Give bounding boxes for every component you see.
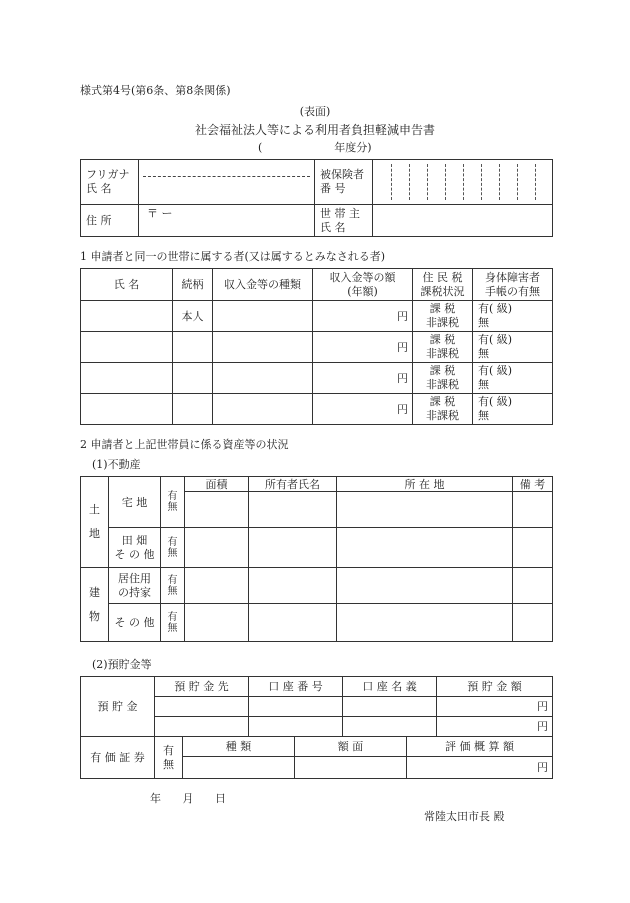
table-row	[81, 363, 553, 394]
householder-label-cell	[315, 205, 373, 237]
col-name: 氏 名	[81, 269, 173, 301]
farmland-label-2: そ の 他	[114, 547, 155, 561]
securities-kind-field[interactable]	[183, 757, 295, 779]
area-field[interactable]	[185, 604, 249, 642]
col-disability	[473, 269, 553, 301]
householder-label: 世 帯 主	[320, 206, 360, 220]
location-field[interactable]	[337, 604, 513, 642]
table-row	[81, 604, 553, 642]
own-home-label	[109, 568, 161, 604]
farmland-label	[109, 528, 161, 568]
tax-option-taxed[interactable]: 課 税	[429, 333, 456, 346]
account-no-field[interactable]	[249, 717, 343, 737]
exists-no[interactable]: 無	[167, 547, 178, 559]
col-income-type: 収入金等の種類	[213, 269, 313, 301]
date-line: 年 月 日	[150, 792, 226, 805]
disability-yes[interactable]: 有( 級)	[478, 333, 513, 346]
account-name-field[interactable]	[343, 717, 437, 737]
col-deposit-amount: 預 貯 金 額	[437, 677, 553, 697]
exists-no[interactable]: 無	[167, 502, 178, 513]
furigana-name-label-cell	[81, 160, 139, 205]
furigana-label: フリガナ	[86, 168, 130, 181]
insured-label: 被保険者	[320, 168, 364, 181]
applicant-name-field[interactable]	[139, 160, 315, 205]
member-relation[interactable]: 本人	[173, 301, 213, 332]
income-amount-field[interactable]: 円	[313, 394, 413, 425]
land-label-2: 地	[89, 527, 100, 540]
disability-cell[interactable]	[473, 332, 553, 363]
col-tax-1: 住 民 税	[422, 270, 463, 284]
account-no-field[interactable]	[249, 697, 343, 717]
own-home-label-2: の持家	[118, 585, 151, 599]
disability-no[interactable]: 無	[478, 409, 489, 422]
disability-no[interactable]: 無	[478, 378, 489, 391]
exists-yes[interactable]: 有	[163, 743, 174, 757]
savings-subheading: (2)預貯金等	[92, 658, 152, 671]
deposit-label: 預 貯 金	[81, 677, 155, 737]
owner-field[interactable]	[249, 568, 337, 604]
notes-field[interactable]	[513, 604, 553, 642]
building-label-2: 物	[89, 609, 100, 623]
col-disability-2: 手帳の有無	[485, 284, 540, 298]
area-field[interactable]	[185, 492, 249, 528]
savings-table	[80, 676, 553, 737]
income-type-field[interactable]	[213, 363, 313, 394]
member-relation[interactable]	[173, 332, 213, 363]
notes-field[interactable]	[513, 568, 553, 604]
securities-table	[80, 736, 553, 779]
income-amount-field[interactable]: 円	[313, 363, 413, 394]
disability-cell[interactable]	[473, 301, 553, 332]
deposit-amount-field[interactable]: 円	[437, 697, 553, 717]
owner-field[interactable]	[249, 528, 337, 568]
exists-yes[interactable]: 有	[167, 574, 178, 586]
disability-yes[interactable]: 有( 級)	[478, 395, 513, 408]
own-home-label-1: 居住用	[118, 571, 151, 585]
insured-number-label: 番 号	[320, 182, 346, 195]
bank-field[interactable]	[155, 697, 249, 717]
exists-no[interactable]: 無	[167, 622, 178, 634]
col-location: 所 在 地	[337, 477, 513, 492]
col-area: 面積	[185, 477, 249, 492]
table-row	[81, 301, 553, 332]
location-field[interactable]	[337, 568, 513, 604]
income-amount-field[interactable]: 円	[313, 332, 413, 363]
owner-field[interactable]	[249, 492, 337, 528]
exists-no[interactable]: 無	[163, 757, 174, 771]
disability-no[interactable]: 無	[478, 347, 489, 360]
col-owner: 所有者氏名	[249, 477, 337, 492]
income-type-field[interactable]	[213, 394, 313, 425]
notes-field[interactable]	[513, 492, 553, 528]
area-field[interactable]	[185, 568, 249, 604]
furigana-divider	[143, 160, 310, 177]
fiscal-year-text: 年度分)	[334, 141, 372, 154]
member-relation[interactable]	[173, 363, 213, 394]
exists-no[interactable]: 無	[167, 585, 178, 597]
residential-land-exists[interactable]	[161, 477, 185, 528]
tax-option-nontaxed[interactable]: 非課税	[426, 378, 459, 391]
real-estate-table	[80, 476, 553, 642]
tax-option-taxed[interactable]: 課 税	[429, 364, 456, 377]
location-field[interactable]	[337, 528, 513, 568]
digit-boxes	[373, 160, 552, 204]
residential-land-label: 宅 地	[109, 477, 161, 528]
disability-yes[interactable]: 有( 級)	[478, 364, 513, 377]
account-name-field[interactable]	[343, 697, 437, 717]
tax-status-cell[interactable]	[413, 394, 473, 425]
householder-name-label: 氏 名	[320, 220, 346, 234]
tax-option-taxed[interactable]: 課 税	[429, 302, 456, 315]
addressee: 常陸太田市長 殿	[424, 810, 505, 823]
col-account-name: 口 座 名 義	[343, 677, 437, 697]
disability-cell[interactable]	[473, 363, 553, 394]
building-label	[81, 568, 109, 642]
farmland-exists[interactable]	[161, 528, 185, 568]
member-name-field[interactable]	[81, 363, 173, 394]
table-row	[81, 394, 553, 425]
form-side: (表面)	[299, 105, 331, 118]
area-field[interactable]	[185, 528, 249, 568]
tax-status-cell[interactable]	[413, 301, 473, 332]
tax-option-nontaxed[interactable]: 非課税	[426, 347, 459, 360]
securities-valuation-field[interactable]: 円	[407, 757, 553, 779]
farmland-label-1: 田 畑	[121, 533, 148, 547]
form-number: 様式第4号(第6条、第8条関係)	[80, 84, 231, 97]
own-home-exists[interactable]	[161, 568, 185, 604]
tax-option-nontaxed[interactable]: 非課税	[426, 316, 459, 329]
other-building-label: そ の 他	[109, 604, 161, 642]
col-income-amount-1: 収入金等の額	[329, 270, 396, 284]
member-name-field[interactable]	[81, 301, 173, 332]
securities-label: 有 価 証 券	[81, 737, 155, 779]
table-row	[81, 568, 553, 604]
col-notes: 備 考	[513, 477, 553, 492]
disability-no[interactable]: 無	[478, 316, 489, 329]
income-type-field[interactable]	[213, 301, 313, 332]
notes-field[interactable]	[513, 528, 553, 568]
col-disability-1: 身体障害者	[485, 270, 540, 284]
col-tax-2: 課税状況	[420, 284, 465, 298]
postal-mark: 〒 ー	[147, 207, 173, 220]
securities-exists[interactable]	[155, 737, 183, 779]
disability-cell[interactable]	[473, 394, 553, 425]
land-label-1: 土	[89, 503, 100, 516]
exists-yes[interactable]: 有	[167, 491, 178, 502]
other-building-exists[interactable]	[161, 604, 185, 642]
member-name-field[interactable]	[81, 394, 173, 425]
householder-name-field[interactable]	[373, 205, 553, 237]
land-label	[81, 477, 109, 568]
bank-field[interactable]	[155, 717, 249, 737]
building-label-1: 建	[89, 585, 100, 599]
tax-option-nontaxed[interactable]: 非課税	[426, 409, 459, 422]
col-account-no: 口 座 番 号	[249, 677, 343, 697]
col-relation: 続柄	[173, 269, 213, 301]
exists-yes[interactable]: 有	[167, 611, 178, 623]
exists-yes[interactable]: 有	[167, 536, 178, 548]
deposit-amount-field[interactable]: 円	[437, 717, 553, 737]
real-estate-subheading: (1)不動産	[92, 458, 141, 471]
col-income-amount	[313, 269, 413, 301]
section2-heading: 2 申請者と上記世帯員に係る資産等の状況	[80, 438, 289, 451]
member-relation[interactable]	[173, 394, 213, 425]
insured-number-field[interactable]	[373, 160, 553, 205]
fiscal-year-open: (	[258, 141, 263, 154]
col-securities-kind: 種 類	[183, 737, 295, 757]
location-field[interactable]	[337, 492, 513, 528]
insured-label-cell	[315, 160, 373, 205]
col-tax-status	[413, 269, 473, 301]
disability-yes[interactable]: 有( 級)	[478, 302, 513, 315]
tax-option-taxed[interactable]: 課 税	[429, 395, 456, 408]
form-title: 社会福祉法人等による利用者負担軽減申告書	[194, 123, 435, 137]
household-table	[80, 268, 553, 425]
col-securities-face: 額 面	[295, 737, 407, 757]
section1-heading: 1 申請者と同一の世帯に属する者(又は属するとみなされる者)	[80, 250, 386, 263]
col-securities-valuation: 評 価 概 算 額	[407, 737, 553, 757]
name-label: 氏 名	[86, 182, 112, 195]
address-field[interactable]	[139, 205, 315, 237]
tax-status-cell[interactable]	[413, 332, 473, 363]
income-type-field[interactable]	[213, 332, 313, 363]
tax-status-cell[interactable]	[413, 363, 473, 394]
securities-face-field[interactable]	[295, 757, 407, 779]
member-name-field[interactable]	[81, 332, 173, 363]
col-bank: 預 貯 金 先	[155, 677, 249, 697]
income-amount-field[interactable]: 円	[313, 301, 413, 332]
table-row	[81, 528, 553, 568]
fiscal-year	[258, 139, 372, 155]
col-income-amount-2: (年額)	[347, 284, 378, 298]
table-row	[81, 332, 553, 363]
owner-field[interactable]	[249, 604, 337, 642]
address-label: 住 所	[81, 205, 139, 237]
applicant-table	[80, 159, 553, 237]
